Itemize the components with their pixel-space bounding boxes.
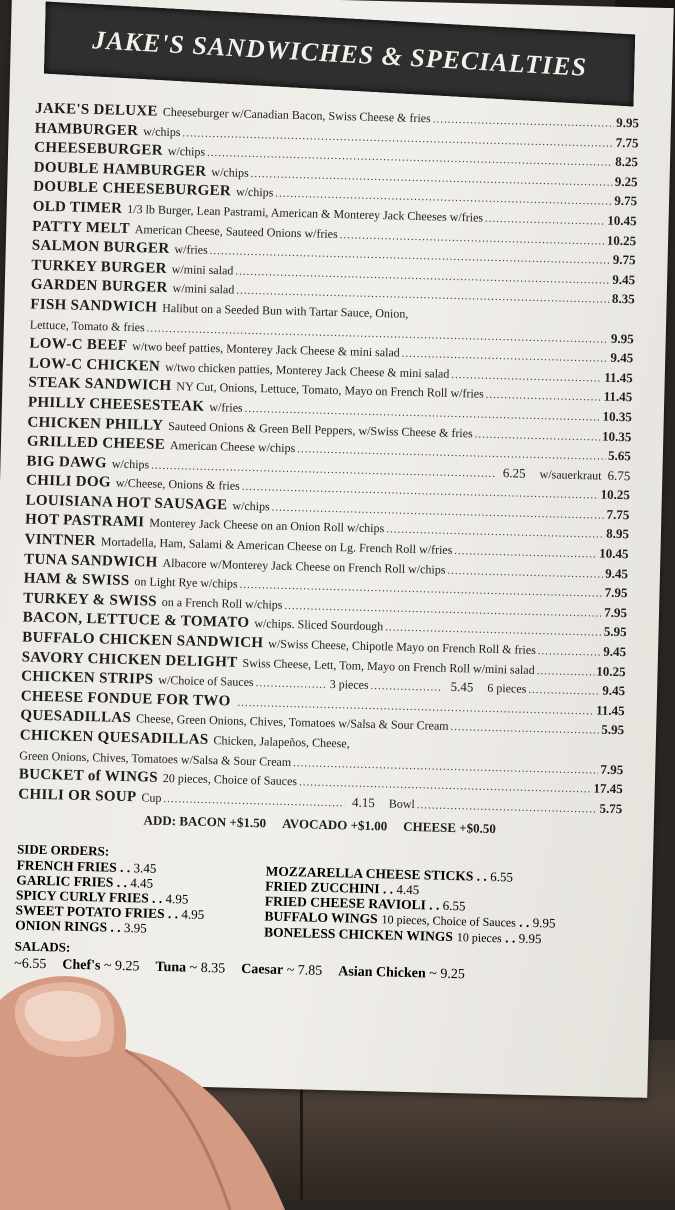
addon-cheese: CHEESE +$0.50 [403,819,497,837]
menu-item-price: 5.95 [603,624,627,640]
side-orders-left [15,857,252,940]
menu-item-name: QUESADILLAS [20,707,132,727]
leader-dots [486,389,602,404]
menu-item-option-price: 4.15 [351,794,376,810]
menu-item-description: Green Onions, Chives, Tomatoes w/Salsa & Sour Cream [19,748,292,769]
menu-item-price: 9.95 [616,114,640,131]
menu-item-name: CHICKEN QUESADILLAS [19,727,209,749]
menu-item-price: 5.65 [607,447,632,464]
menu-item-description: Sauteed Onions & Green Bell Peppers, w/Swiss Cheese & fries [168,418,473,440]
menu-item-description: w/mini salad [171,261,234,278]
menu-item-price: 10.25 [600,486,631,503]
addon-avocado: AVOCADO +$1.00 [281,816,388,834]
leader-dots: . . [164,905,182,922]
leader-dots [340,229,605,247]
menu-item-name: DOUBLE HAMBURGER [33,159,207,180]
menu-item-option: 6 pieces [487,681,527,696]
leader-dots [293,757,599,776]
menu-items [18,101,639,821]
side-order-price: 9.95 [532,914,556,931]
menu-item-name: HAMBURGER [34,120,139,139]
menu-item-name: VINTNER [24,531,97,550]
salad-price: ~ 9.25 [429,966,465,983]
leader-dots [433,113,615,129]
menu-item-price: 9.75 [614,193,638,209]
hand-thumb [0,960,290,1210]
menu-item-description: w/chips [235,184,274,200]
leader-dots [297,443,606,463]
menu-item-price: 10.45 [607,212,637,229]
menu-item-name: CHEESE FONDUE FOR TWO [20,688,231,710]
addon-bacon: ADD: BACON +$1.50 [143,812,267,831]
menu-item-description: w/Cheese, Onions & fries [115,475,240,493]
menu-item-price: 8.95 [606,526,630,542]
menu-item-name: BIG DAWG [26,453,108,472]
side-order-price: 4.95 [165,890,189,907]
leader-dots [385,622,602,639]
menu-item-name: CHEESEBURGER [34,139,163,159]
side-order-price: 6.55 [490,868,514,885]
side-orders-heading: SIDE ORDERS: [16,841,110,859]
side-order-price: 9.95 [518,930,542,947]
side-order-name: MOZZARELLA CHEESE STICKS [265,863,474,884]
menu-item-description: 20 pieces, Choice of Sauces [162,771,298,789]
menu-item-description: 1/3 lb Burger, Lean Pastrami, American & Monterey Jack Cheeses w/fries [127,201,484,225]
leader-dots: . . [379,881,397,897]
menu-item-description: Mortadella, Ham, Salami & American Cheese on Lg. French Roll w/fries [100,534,453,557]
side-order-price: 3.95 [123,919,147,936]
menu-item-option-price: 5.45 [450,679,474,695]
menu-item-price: 11.45 [603,388,633,405]
menu-item-name: TURKEY & SWISS [22,590,158,610]
salad-name: Tuna [155,959,187,976]
leader-dots [475,428,601,443]
leader-dots [417,799,598,815]
leader-dots [370,680,442,694]
menu-item-description: Cup [141,790,162,805]
menu-item-price: 7.95 [604,604,628,621]
menu-item-name: TURKEY BURGER [31,257,167,277]
side-orders-right [264,863,557,947]
side-order-price: 4.45 [130,875,154,891]
leader-dots: . . [106,919,125,935]
side-order-description: 10 pieces, Choice of Sauces [381,912,517,930]
menu-item-name: SAVORY CHICKEN DELIGHT [21,649,238,671]
menu-item-description: Halibut on a Seeded Bun with Tartar Sauce, Onion, [162,300,409,321]
leader-dots: . . [515,914,533,930]
menu-item-description: Albacore w/Monterey Jack Cheese on French Roll w/chips [162,555,446,577]
salad-price: ~ 9.25 [103,958,140,975]
menu-item-name: LOW-C CHICKEN [28,355,161,375]
menu-item-name: GARDEN BURGER [30,276,168,297]
menu-item-name: SALMON BURGER [31,237,170,258]
menu-item-description: w/Choice of Sauces [158,673,254,690]
menu-item-name: HOT PASTRAMI [24,511,145,531]
leader-dots [447,564,603,580]
menu-item-price: 10.25 [596,663,626,679]
leader-dots: . . [113,874,131,891]
menu-item-description: w/two chicken patties, Monterey Jack Cheese & mini salad [165,359,450,381]
menu-item-name: PATTY MELT [32,218,131,237]
menu-item-description: Swiss Cheese, Lett, Tom, Mayo on French Roll w/mini salad [242,655,535,677]
menu-item-description: w/fries [209,399,243,415]
menu-list [14,101,639,987]
leader-dots [402,348,609,365]
leader-dots: . . [148,890,166,906]
menu-item-price: 9.45 [603,643,627,660]
menu-item-name: CHICKEN STRIPS [21,668,154,688]
menu-item-name: TUNA SANDWICH [23,551,158,571]
leader-dots [451,369,602,385]
menu-item-description: w/chips [211,164,249,180]
menu-item-description: on Light Rye w/chips [134,574,238,591]
menu-item-description: w/mini salad [172,281,235,297]
menu-item-price: 9.75 [612,251,636,268]
menu-item-price: 9.25 [614,173,638,190]
side-order-name: SPICY CURLY FRIES [15,887,149,906]
menu-item-name: OLD TIMER [32,198,123,217]
leader-dots [538,645,602,659]
leader-dots [299,776,592,795]
side-order-price: 4.95 [181,906,205,922]
menu-item-description: American Cheese, Sauteed Onions w/fries [134,221,338,241]
leader-dots [485,213,606,228]
side-order-name: BONELESS CHICKEN WINGS [263,924,454,945]
leader-dots: . . [116,859,134,876]
salad-price: ~6.55 [14,956,47,973]
side-order-name: GARLIC FRIES [16,872,114,890]
menu-item-price: 7.95 [604,584,628,601]
menu-item-price: 9.45 [612,271,636,288]
menu-item-description: Cheese, Green Onions, Chives, Tomatoes w/Salsa & Sour Cream [135,711,449,734]
menu-item-description: Lettuce, Tomato & fries [29,317,145,334]
menu-item-description: w/chips [167,144,206,159]
menu-item-name: BUFFALO CHICKEN SANDWICH [22,629,264,652]
menu-item-price: 9.45 [602,682,626,699]
leader-dots [537,665,595,678]
menu-item-description: American Cheese w/chips [169,438,296,456]
menu-item-option: w/sauerkraut [539,466,602,483]
menu-item-name: GRILLED CHEESE [26,433,166,453]
side-orders [15,857,621,949]
menu-item-price: 10.35 [601,428,632,444]
menu-item-price: 9.45 [605,565,629,581]
salad-name: Chef's [62,957,101,974]
salad-price: ~ 8.35 [189,960,226,977]
menu-item-description: Chicken, Jalapeños, Cheese, [213,733,350,751]
menu-item-price: 5.75 [599,800,623,816]
menu-item-price: 10.45 [599,545,629,562]
side-order-name: SWEET POTATO FRIES [15,902,165,921]
side-order-name: FRENCH FRIES [16,857,117,875]
menu-item-price: 11.45 [604,369,633,385]
salad-price: ~ 7.85 [286,962,323,979]
side-order-description: 10 pieces [456,930,502,946]
menu-item-price: 6.25 [502,464,526,481]
menu-item-name: STEAK SANDWICH [28,374,172,395]
salad-name: Asian Chicken [338,964,426,982]
menu-item-description: w/chips. Sliced Sourdough [254,616,384,634]
menu-item-description: on a French Roll w/chips [161,594,283,612]
leader-dots [454,545,597,560]
leader-dots: . . [501,930,519,946]
menu-item-price: 7.75 [615,134,639,150]
leader-dots [256,677,328,691]
menu-item-price: 9.45 [610,349,634,366]
menu-item-name: JAKE'S DELUXE [34,100,159,120]
leader-dots [163,793,344,809]
menu-banner [44,2,635,107]
menu-item-description: w/fries [174,242,208,258]
menu-item-name: HAM & SWISS [23,570,130,590]
menu-item-price: 5.95 [601,722,625,738]
menu-item-option: 3 pieces [329,677,369,693]
menu-item-option-price: 6.75 [607,467,631,483]
side-order-name: ONION RINGS [15,917,108,935]
side-order-name: FRIED ZUCCHINI [265,878,380,897]
salad-name: Caesar [240,961,284,978]
menu-item-name: CHILI OR SOUP [18,786,137,806]
menu-item-name: PHILLY CHEESESTEAK [27,394,205,415]
leader-dots [386,524,604,541]
salads-heading: SALADS: [14,938,71,955]
menu-item-description: w/chips [232,498,270,514]
menu-item-price: 8.35 [611,291,635,307]
menu-item-description: Monterey Jack Cheese on an Onion Roll w/chips [149,515,385,536]
menu-item-description: NY Cut, Onions, Lettuce, Tomato, Mayo on French Roll w/fries [176,379,484,401]
menu-item-name: LOW-C BEEF [29,335,128,355]
leader-dots: . . [473,868,491,884]
menu-item-name: DOUBLE CHEESEBURGER [33,178,232,200]
menu-item-price: 10.25 [606,232,637,248]
menu-item-price: 7.75 [606,506,630,523]
menu-item-description: w/chips [111,456,150,472]
menu-item-option: Bowl [388,796,416,811]
menu-item-name: CHILI DOG [25,472,112,491]
side-order-price: 6.55 [442,897,466,914]
menu-item-price: 17.45 [593,780,623,797]
side-order-price: 3.45 [133,860,157,876]
menu-item-description: w/Swiss Cheese, Chipotle Mayo on French Roll & fries [268,636,537,658]
side-order-name: BUFFALO WINGS [264,908,378,927]
leader-dots [528,684,600,698]
leader-dots [450,721,599,737]
menu-item-price: 9.95 [610,330,634,346]
menu-item-description: Cheeseburger w/Canadian Bacon, Swiss Cheese & fries [162,104,431,126]
menu-item-price: 7.95 [600,761,624,777]
menu-title: JAKE'S SANDWICHES & SPECIALTIES [91,25,588,82]
menu-item-name: FISH SANDWICH [30,296,158,316]
menu-item-price: 11.45 [595,702,625,718]
menu-item-name: BUCKET of WINGS [18,766,159,786]
side-order-price: 4.45 [396,881,420,898]
menu-item-price: 10.35 [602,408,632,425]
menu-item-price: 8.25 [615,153,639,170]
menu-item-name: BACON, LETTUCE & TOMATO [22,609,250,632]
menu-item-description: w/two beef patties, Monterey Jack Cheese & mini salad [132,339,400,360]
menu-item-name: LOUISIANA HOT SAUSAGE [25,492,228,514]
salad-item [338,964,465,983]
side-order-name: FRIED CHEESE RAVIOLI [264,893,427,913]
menu-item-description: w/chips [143,123,181,139]
menu-item-name: CHICKEN PHILLY [27,414,164,434]
leader-dots: . . [425,897,443,913]
